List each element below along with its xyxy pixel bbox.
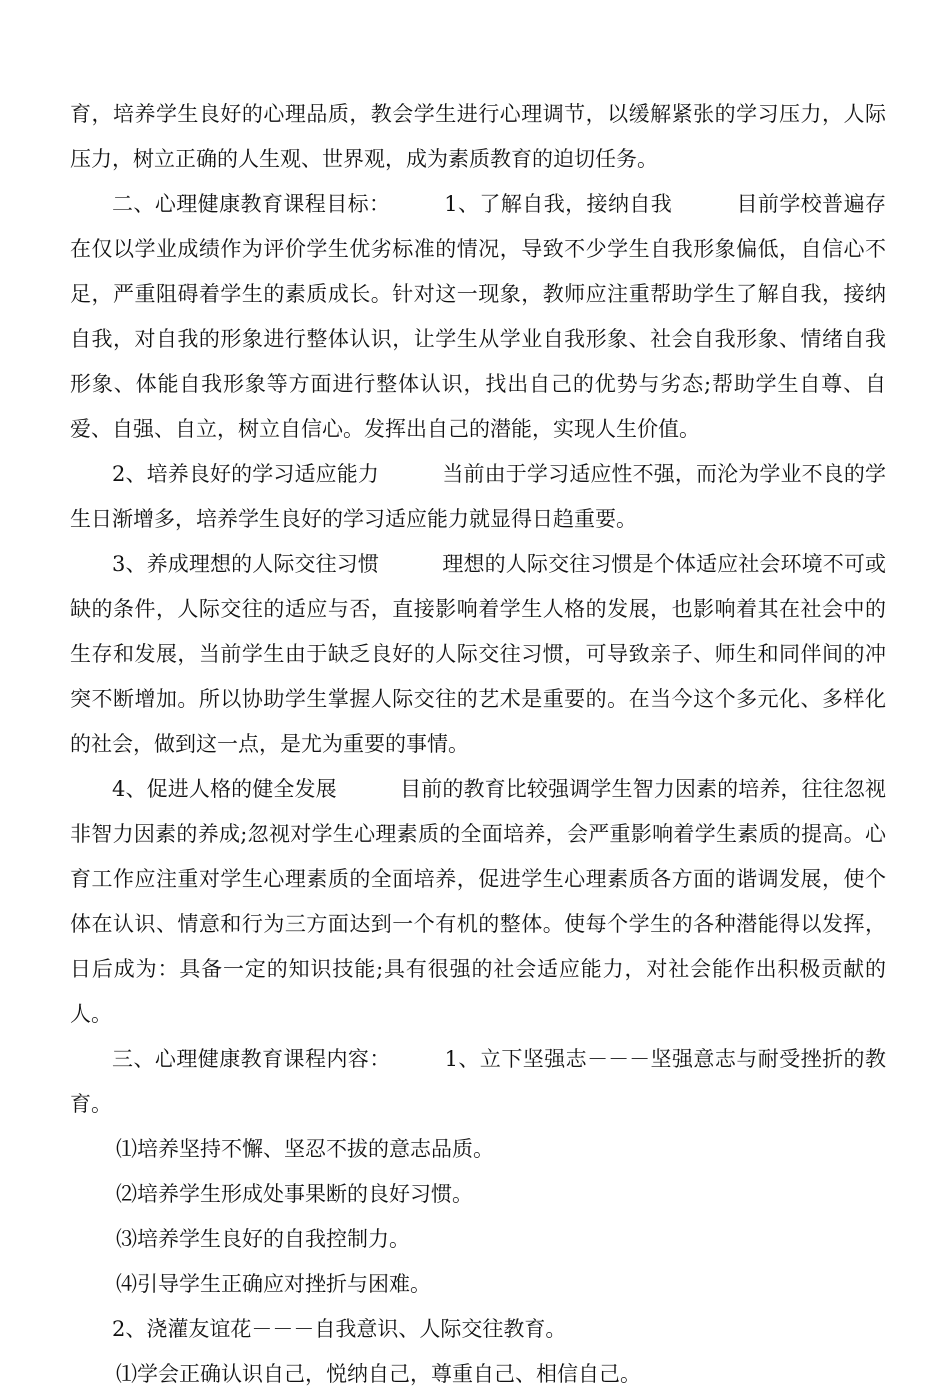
list-item-willpower-2: ⑵培养学生形成处事果断的良好习惯。 [116, 1182, 473, 1206]
paragraph-goal-personality-development: 4、促进人格的健全发展 目前的教育比较强调学生智力因素的培养，往往忽视非智力因素的养成;忽视对学生心理素质的全面培养，会严重影响着学生素质的提高。心育工作应注重对学生心理素质的全面培养，促进学生心理素质各方面的谐调发展，使个体在认识、情意和行为三方面达到一个有机的整体。使每个学生的各种潜能得以发挥，日后成为：具备一定的知识技能;具有很强的社会适应能力，对社会能作出积极贡献的人。 [70, 777, 886, 1026]
list-item-willpower-4: ⑷引导学生正确应对挫折与困难。 [116, 1272, 431, 1296]
list-item-willpower-1: ⑴培养坚持不懈、坚忍不拔的意志品质。 [116, 1137, 494, 1161]
paragraph-goal-learning-adaptation: 2、培养良好的学习适应能力 当前由于学习适应性不强，而沦为学业不良的学生日渐增多，培养学生良好的学习适应能力就显得日趋重要。 [70, 462, 886, 531]
document-body [70, 92, 886, 1397]
paragraph-goal-interpersonal-habits: 3、养成理想的人际交往习惯 理想的人际交往习惯是个体适应社会环境不可或缺的条件，人际交往的适应与否，直接影响着学生人格的发展，也影响着其在社会中的生存和发展，当前学生由于缺乏良好的人际交往习惯，可导致亲子、师生和同伴间的冲突不断增加。所以协助学生掌握人际交往的艺术是重要的。在当今这个多元化、多样化的社会，做到这一点，是尤为重要的事情。 [70, 552, 886, 756]
paragraph-section-three-content: 三、心理健康教育课程内容： 1、立下坚强志－－－坚强意志与耐受挫折的教育。 [70, 1047, 886, 1116]
paragraph-section-two-goals: 二、心理健康教育课程目标： 1、了解自我，接纳自我 目前学校普遍存在仅以学业成绩作为评价学生优劣标准的情况，导致不少学生自我形象偏低，自信心不足，严重阻碍着学生的素质成长。针对这一现象，教师应注重帮助学生了解自我，接纳自我，对自我的形象进行整体认识，让学生从学业自我形象、社会自我形象、情绪自我形象、体能自我形象等方面进行整体认识，找出自己的优势与劣态;帮助学生自尊、自爱、自强、自立，树立自信心。发挥出自己的潜能，实现人生价值。 [70, 192, 886, 441]
list-item-willpower-3: ⑶培养学生良好的自我控制力。 [116, 1227, 410, 1251]
paragraph-intro-continuation: 育，培养学生良好的心理品质，教会学生进行心理调节，以缓解紧张的学习压力，人际压力，树立正确的人生观、世界观，成为素质教育的迫切任务。 [70, 102, 886, 171]
paragraph-friendship-heading: 2、浇灌友谊花－－－自我意识、人际交往教育。 [112, 1317, 567, 1341]
list-item-friendship-1: ⑴学会正确认识自己，悦纳自己，尊重自己、相信自己。 [116, 1362, 641, 1386]
